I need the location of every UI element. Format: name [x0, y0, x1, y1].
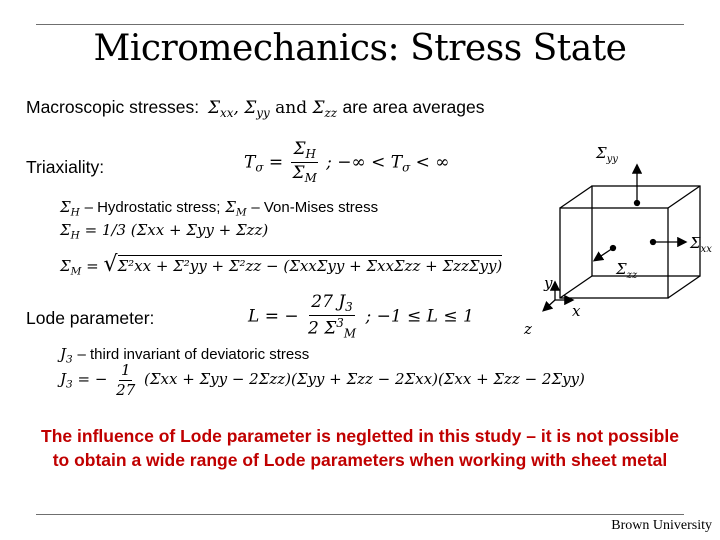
macro-szz: Σ — [312, 98, 325, 118]
top-rule — [36, 24, 684, 25]
triaxiality-equation: $T_\sigma$ = $\frac{\Sigma_H}{\Sigma_M}$ ; −∞ < $T_\sigma$ < ∞ — [244, 139, 450, 186]
hydro-equation: $\Sigma_H = 1/3$ (Σxx + Σyy + Σzz) — [60, 221, 269, 242]
mises-equation: $\Sigma_M = √\Sigma^2xx + \Sigma^2yy + \Sigma^2zz - (\Sigma xx\Sigma yy + \Sigma xx\Sigma zz + \Sigma zz\Sigma yy)$ — [60, 252, 503, 278]
label-axis-x: x — [572, 302, 581, 320]
macro-tail: are area averages — [342, 97, 485, 117]
macro-row: Macroscopic stresses: $\Sigma_{xx}$, $\Sigma_{yy}$ and $\Sigma_{zz}$ are area averages — [26, 97, 485, 121]
szz-arrow — [595, 248, 613, 260]
page-title: Micromechanics: Stress State — [93, 28, 627, 69]
stress-cube-diagram — [520, 138, 720, 348]
z-axis — [544, 300, 555, 310]
triaxiality-label: Triaxiality: — [26, 157, 105, 177]
macro-sxx: Σ — [207, 98, 221, 118]
lode-equation: L = − $\frac{27 J_3}{2 \Sigma^3_M}$ ; −1 ≤ L ≤ 1 — [248, 292, 474, 341]
cube-front-face — [560, 208, 668, 298]
j3-fraction: $\frac{1}{27}$ — [116, 361, 136, 399]
j3-definition: $J_3$ – third invariant of deviatoric stress — [60, 345, 310, 366]
sqrt-symbol: √ — [103, 252, 118, 277]
j3-equation: $J_3$ = − $\frac{1}{27}$ (Σxx + Σyy − 2Σzz)(Σyy + Σzz − 2Σxx)(Σxx + Σzz − 2Σyy) — [60, 361, 585, 399]
label-axis-y: y — [544, 274, 553, 292]
label-syy: $\Sigma_{yy}$ — [596, 144, 618, 165]
lode-label: Lode parameter: — [26, 308, 155, 328]
footer-text: Brown University — [611, 518, 712, 533]
macro-label: Macroscopic stresses: — [26, 97, 200, 117]
label-szz: $\Sigma_{zz}$ — [616, 260, 638, 281]
label-axis-z: z — [524, 320, 532, 338]
lode-fraction: $\frac{27 J_3}{2 \Sigma^3_M}$ — [308, 292, 357, 341]
cube-back-face — [592, 186, 700, 276]
label-sxx: $\Sigma_{xx}$ — [690, 234, 712, 255]
hydro-definition: $\Sigma_H$ – Hydrostatic stress; $\Sigma_M$ – Von-Mises stress — [60, 198, 379, 219]
macro-syy: Σ — [244, 98, 257, 118]
triaxiality-fraction: $\frac{\Sigma_H}{\Sigma_M}$ — [292, 139, 317, 186]
bottom-rule — [36, 514, 684, 515]
note-text: The influence of Lode parameter is negletted in this study – it is not possible to obtain a wide range of Lode parameters when working with sheet metal — [41, 426, 679, 470]
stress-arrows — [595, 166, 685, 260]
